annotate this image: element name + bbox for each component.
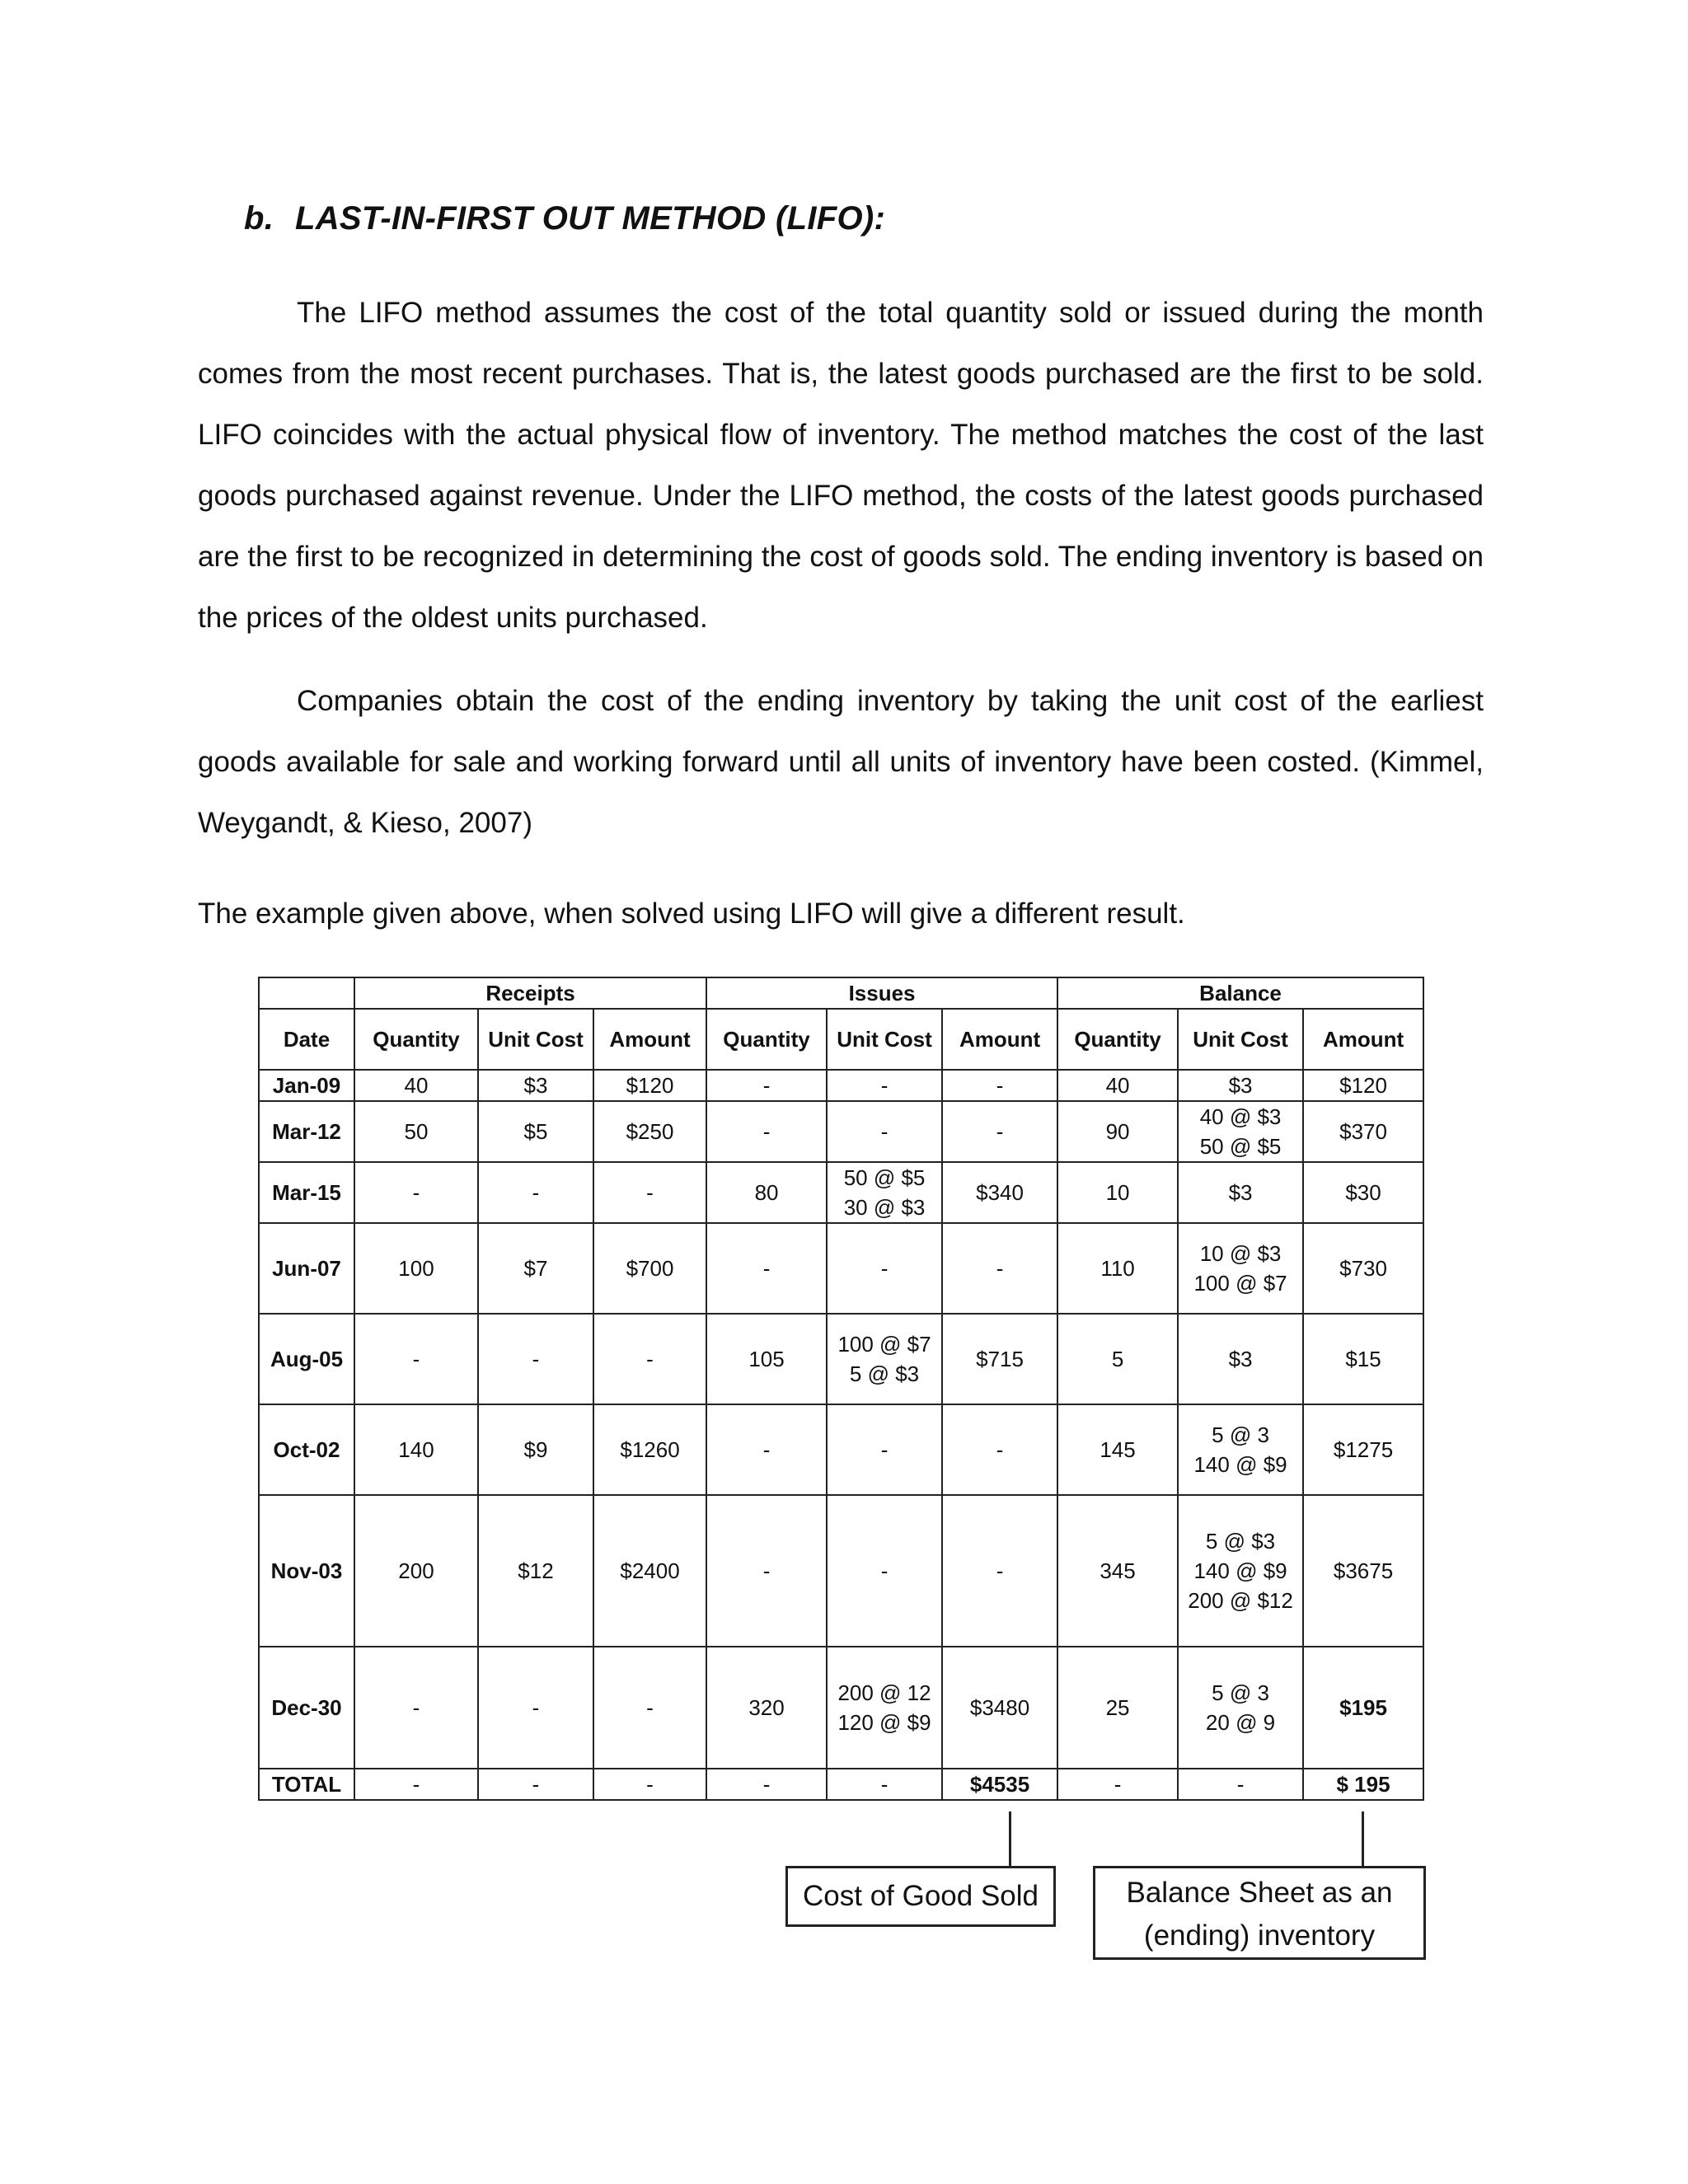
table-row xyxy=(259,1070,1423,1101)
section-title: LAST-IN-FIRST OUT METHOD (LIFO): xyxy=(295,200,886,237)
table-cell: - xyxy=(478,1769,593,1800)
table-cell: - xyxy=(593,1162,706,1223)
table-row xyxy=(259,1162,1423,1223)
table-cell: - xyxy=(354,1769,478,1800)
column-header: Unit Cost xyxy=(478,1009,593,1070)
table-cell: $1275 xyxy=(1303,1404,1423,1495)
column-header: Unit Cost xyxy=(1178,1009,1303,1070)
table-cell: $250 xyxy=(593,1101,706,1162)
column-header: Amount xyxy=(1303,1009,1423,1070)
date-cell: TOTAL xyxy=(259,1769,354,1800)
table-cell: 40 @ $3 50 @ $5 xyxy=(1178,1101,1303,1162)
table-cell: 200 @ 12 120 @ $9 xyxy=(827,1647,942,1769)
table-cell: 100 xyxy=(354,1223,478,1314)
section-heading xyxy=(244,200,885,237)
table-row xyxy=(259,1101,1423,1162)
table-cell: $3 xyxy=(478,1070,593,1101)
table-cell: - xyxy=(478,1314,593,1404)
table-cell: 90 xyxy=(1057,1101,1178,1162)
table-cell: - xyxy=(354,1647,478,1769)
table-cell: $730 xyxy=(1303,1223,1423,1314)
table-cell: - xyxy=(942,1101,1057,1162)
date-cell: Jun-07 xyxy=(259,1223,354,1314)
table-cell: - xyxy=(827,1769,942,1800)
table-cell: - xyxy=(354,1314,478,1404)
table-cell: $9 xyxy=(478,1404,593,1495)
table-cell: 200 xyxy=(354,1495,478,1647)
group-header-blank xyxy=(259,977,354,1009)
table-cell: $4535 xyxy=(942,1769,1057,1800)
date-cell: Dec-30 xyxy=(259,1647,354,1769)
table-cell: - xyxy=(593,1769,706,1800)
table-cell: $3675 xyxy=(1303,1495,1423,1647)
paragraph-lifo-definition xyxy=(198,283,1484,649)
table-cell: 100 @ $7 5 @ $3 xyxy=(827,1314,942,1404)
table-cell: - xyxy=(706,1070,827,1101)
table-cell: $340 xyxy=(942,1162,1057,1223)
table-cell: $120 xyxy=(593,1070,706,1101)
table-cell: - xyxy=(942,1404,1057,1495)
cogs-connector-line xyxy=(1009,1811,1011,1868)
column-header: Quantity xyxy=(354,1009,478,1070)
column-header: Amount xyxy=(942,1009,1057,1070)
table-cell: 40 xyxy=(1057,1070,1178,1101)
table-cell: $5 xyxy=(478,1101,593,1162)
table-cell: $3480 xyxy=(942,1647,1057,1769)
lifo-ledger-table xyxy=(258,977,1424,1801)
table-row xyxy=(259,1223,1423,1314)
date-cell: Jan-09 xyxy=(259,1070,354,1101)
table-cell: $15 xyxy=(1303,1314,1423,1404)
balance-connector-line xyxy=(1362,1811,1364,1868)
table-cell: 40 xyxy=(354,1070,478,1101)
table-cell: - xyxy=(478,1647,593,1769)
table-cell: - xyxy=(1178,1769,1303,1800)
table-cell: 50 xyxy=(354,1101,478,1162)
table-cell: 50 @ $5 30 @ $3 xyxy=(827,1162,942,1223)
table-cell: $30 xyxy=(1303,1162,1423,1223)
table-cell: 320 xyxy=(706,1647,827,1769)
table-cell: 5 xyxy=(1057,1314,1178,1404)
table-cell: $7 xyxy=(478,1223,593,1314)
group-header-issues: Issues xyxy=(706,977,1057,1009)
table-cell: $3 xyxy=(1178,1070,1303,1101)
date-cell: Oct-02 xyxy=(259,1404,354,1495)
table-cell: - xyxy=(706,1495,827,1647)
table-cell: 105 xyxy=(706,1314,827,1404)
table-row xyxy=(259,1495,1423,1647)
table-cell: - xyxy=(827,1070,942,1101)
table-cell: - xyxy=(706,1223,827,1314)
column-header: Date xyxy=(259,1009,354,1070)
table-cell: 25 xyxy=(1057,1647,1178,1769)
table-row xyxy=(259,1314,1423,1404)
table-cell: 5 @ 3 140 @ $9 xyxy=(1178,1404,1303,1495)
table-cell: - xyxy=(942,1223,1057,1314)
table-cell: - xyxy=(593,1647,706,1769)
table-cell: 110 xyxy=(1057,1223,1178,1314)
paragraph-ending-inventory xyxy=(198,671,1484,854)
table-cell: $700 xyxy=(593,1223,706,1314)
group-header-receipts: Receipts xyxy=(354,977,706,1009)
table-row xyxy=(259,1404,1423,1495)
table-cell: $2400 xyxy=(593,1495,706,1647)
table-cell: - xyxy=(354,1162,478,1223)
table-cell: - xyxy=(1057,1769,1178,1800)
group-header-balance: Balance xyxy=(1057,977,1423,1009)
table-cell: $195 xyxy=(1303,1647,1423,1769)
date-cell: Mar-15 xyxy=(259,1162,354,1223)
table-cell: - xyxy=(827,1404,942,1495)
table-cell: - xyxy=(827,1101,942,1162)
table-cell: $370 xyxy=(1303,1101,1423,1162)
section-marker: b. xyxy=(244,200,274,237)
table-cell: - xyxy=(706,1769,827,1800)
paragraph-text: The LIFO method assumes the cost of the total quantity sold or issued during the month comes from the most recent purchases. That is, the latest goods purchased are the first to be sold. LIFO coincides with the actual physical flow of inventory. The method matches the cost of the last goods purchased against revenue. Under the LIFO method, the costs of the latest goods purchased are the first to be recognized in determining the cost of goods sold. The ending inventory is based on the prices of the oldest units purchased. xyxy=(198,297,1484,634)
table-cell: - xyxy=(706,1101,827,1162)
table-cell: $3 xyxy=(1178,1314,1303,1404)
table-cell: - xyxy=(478,1162,593,1223)
table-cell: $12 xyxy=(478,1495,593,1647)
table-cell: 5 @ 3 20 @ 9 xyxy=(1178,1647,1303,1769)
table-cell: - xyxy=(827,1223,942,1314)
table-cell: 10 xyxy=(1057,1162,1178,1223)
column-header: Quantity xyxy=(1057,1009,1178,1070)
balance-sheet-callout: Balance Sheet as an (ending) inventory xyxy=(1093,1866,1426,1960)
column-header: Quantity xyxy=(706,1009,827,1070)
example-intro-line: The example given above, when solved using LIFO will give a different result. xyxy=(198,898,1185,930)
date-cell: Mar-12 xyxy=(259,1101,354,1162)
table-cell: 145 xyxy=(1057,1404,1178,1495)
table-cell: 10 @ $3 100 @ $7 xyxy=(1178,1223,1303,1314)
paragraph-text: Companies obtain the cost of the ending inventory by taking the unit cost of the earliest goods available for sale and working forward until all units of inventory have been costed. (Kimmel, Weygandt, & Kieso, 2007) xyxy=(198,685,1484,839)
table-cell: - xyxy=(706,1404,827,1495)
table-cell: 345 xyxy=(1057,1495,1178,1647)
cost-of-goods-sold-callout: Cost of Good Sold xyxy=(785,1866,1056,1927)
table-cell: $120 xyxy=(1303,1070,1423,1101)
table-cell: 5 @ $3 140 @ $9 200 @ $12 xyxy=(1178,1495,1303,1647)
table-cell: $1260 xyxy=(593,1404,706,1495)
ledger-body xyxy=(259,1070,1423,1800)
column-header: Amount xyxy=(593,1009,706,1070)
date-cell: Aug-05 xyxy=(259,1314,354,1404)
table-cell: $ 195 xyxy=(1303,1769,1423,1800)
total-row xyxy=(259,1769,1423,1800)
group-header-row xyxy=(259,977,1423,1009)
table-row xyxy=(259,1647,1423,1769)
table-cell: - xyxy=(827,1495,942,1647)
column-header: Unit Cost xyxy=(827,1009,942,1070)
table-cell: 80 xyxy=(706,1162,827,1223)
column-header-row xyxy=(259,1009,1423,1070)
date-cell: Nov-03 xyxy=(259,1495,354,1647)
table-cell: $715 xyxy=(942,1314,1057,1404)
table-cell: 140 xyxy=(354,1404,478,1495)
table-cell: - xyxy=(942,1495,1057,1647)
table-cell: - xyxy=(593,1314,706,1404)
table-cell: $3 xyxy=(1178,1162,1303,1223)
table-cell: - xyxy=(942,1070,1057,1101)
